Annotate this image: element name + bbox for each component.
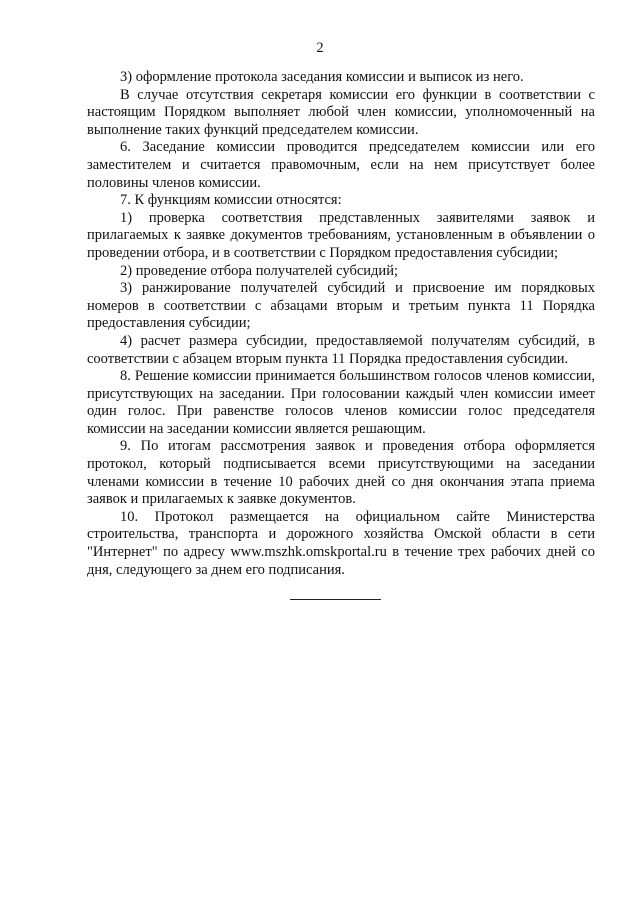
end-of-document-rule	[290, 599, 381, 600]
document-body	[87, 69, 595, 579]
paragraph-8: 8. Решение комиссии принимается большинством голосов членов комиссии, присутствующих на заседании. При голосовании каждый член комиссии имеет один голос. При равенстве голосов членов комиссии голос председателя комиссии на заседании комиссии является решающим.	[87, 368, 595, 437]
page-number: 2	[316, 40, 324, 56]
paragraph-7-item-4: 4) расчет размера субсидии, предоставляемой получателям субсидий, в соответствии с абзацем вторым пункта 11 Порядка предоставления субсидии.	[87, 332, 595, 367]
paragraph-7-item-3: 3) ранжирование получателей субсидий и присвоение им порядковых номеров в соответствии с абзацами вторым и третьим пункта 11 Порядка предоставления субсидии;	[87, 280, 595, 332]
paragraph-7-item-1: 1) проверка соответствия представленных заявителями заявок и прилагаемых к заявке документов требованиям, установленным в объявлении о проведении отбора, и в соответствии с Порядком предоставления субсидии;	[87, 209, 595, 261]
paragraph-6: 6. Заседание комиссии проводится председателем комиссии или его заместителем и считается правомочным, если на нем присутствует более половины членов комиссии.	[87, 139, 595, 191]
paragraph-10: 10. Протокол размещается на официальном сайте Министерства строительства, транспорта и дорожного хозяйства Омской области в сети "Интернет" по адресу www.mszhk.omskportal.ru в течение трех рабочих дней со дня, следующего за днем его подписания.	[87, 508, 595, 578]
paragraph-7: 7. К функциям комиссии относятся:	[120, 192, 342, 209]
paragraph-item-3: 3) оформление протокола заседания комиссии и выписок из него.	[120, 69, 524, 85]
paragraph-9: 9. По итогам рассмотрения заявок и проведения отбора оформляется протокол, который подписывается всеми присутствующими на заседании членами комиссии в течение 10 рабочих дней со дня окончания этапа приема заявок и прилагаемых к заявке документов.	[87, 438, 595, 508]
paragraph-7-item-2: 2) проведение отбора получателей субсидий;	[120, 262, 398, 279]
paragraph-secretary-absence: В случае отсутствия секретаря комиссии его функции в соответствии с настоящим Порядком выполняет любой член комиссии, уполномоченный на выполнение таких функций председателем комиссии.	[87, 86, 595, 138]
